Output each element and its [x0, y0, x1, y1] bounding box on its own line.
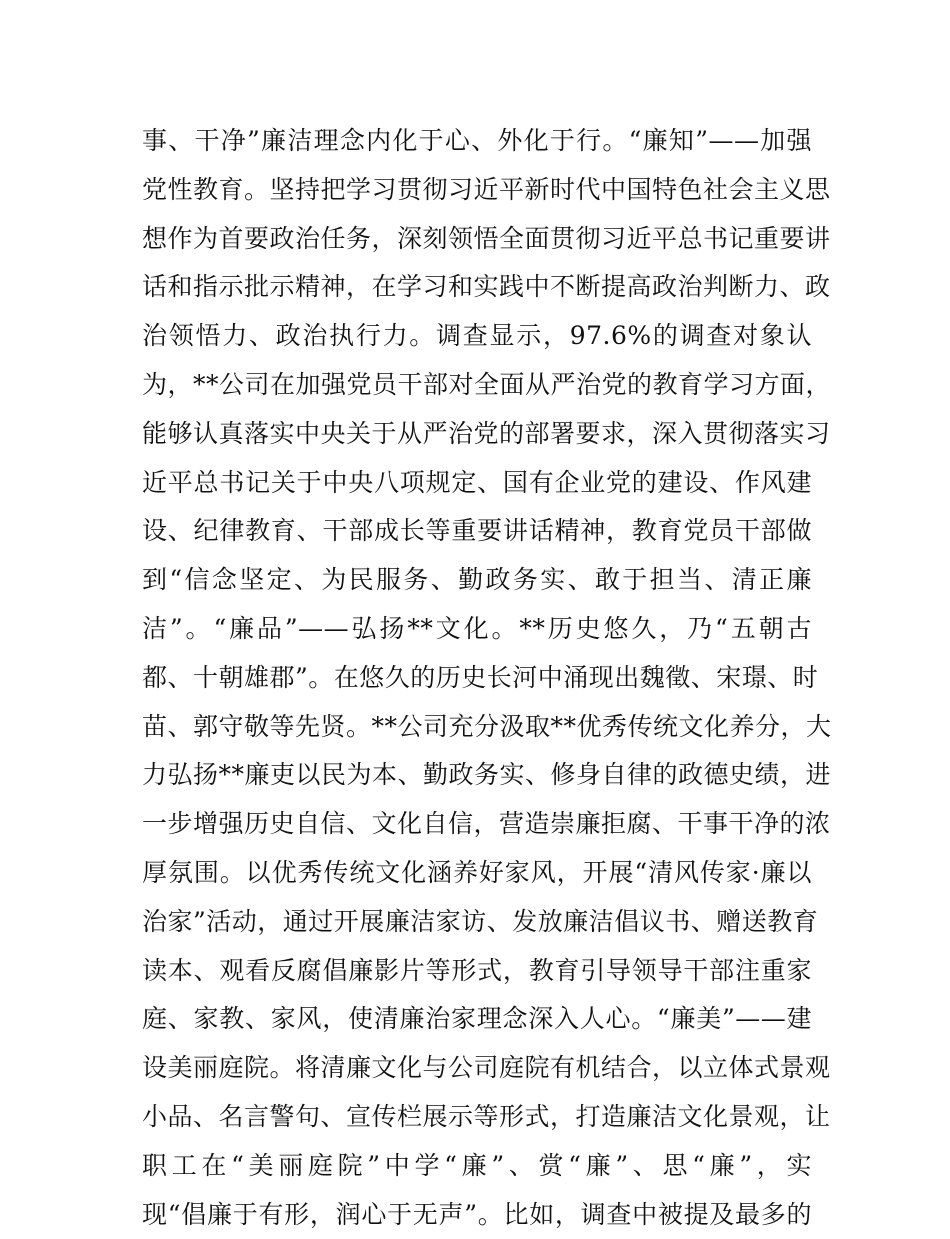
text-line: 治家”活动，通过开展廉洁家访、发放廉洁倡议书、赠送教育	[142, 906, 819, 936]
text-line: 到“信念坚定、为民服务、勤政务实、敢于担当、清正廉	[142, 565, 812, 595]
text-line: 苗、郭守敬等先贤。**公司充分汲取**优秀传统文化养分，大	[142, 711, 832, 741]
text-line: 党性教育。坚持把学习贯彻习近平新时代中国特色社会主义思	[142, 174, 831, 204]
text-line: 读本、观看反腐倡廉影片等形式，教育引导领导干部注重家	[142, 955, 812, 985]
body-text	[142, 117, 832, 1239]
text-line: 小品、名言警句、宣传栏展示等形式，打造廉洁文化景观，让	[142, 1101, 831, 1131]
text-line: 话和指示批示精神，在学习和实践中不断提高政治判断力、政	[142, 272, 831, 302]
text-line: 一步增强历史自信、文化自信，营造崇廉拒腐、干事干净的浓	[142, 809, 831, 839]
text-line: 力弘扬**廉吏以民为本、勤政务实、修身自律的政德史绩，进	[142, 760, 832, 790]
text-line: 都、十朝雄郡”。在悠久的历史长河中涌现出魏徵、宋璟、时	[142, 662, 819, 692]
text-line: 治领悟力、政治执行力。调查显示，97.6%的调查对象认	[142, 321, 812, 351]
text-line: 能够认真落实中央关于从严治党的部署要求，深入贯彻落实习	[142, 418, 831, 448]
text-line: 厚氛围。以优秀传统文化涵养好家风，开展“清风传家·廉以	[142, 857, 812, 887]
text-line: 现“倡廉于有形，润心于无声”。比如，调查中被提及最多的	[142, 1199, 812, 1229]
text-line: 设、纪律教育、干部成长等重要讲话精神，教育党员干部做	[142, 516, 812, 546]
text-line: 设美丽庭院。将清廉文化与公司庭院有机结合，以立体式景观	[142, 1053, 831, 1083]
text-line: 事、干净”廉洁理念内化于心、外化于行。“廉知”——加强	[142, 126, 812, 155]
text-line: 职工在“美丽庭院”中学“廉”、赏“廉”、思“廉”，实	[142, 1150, 812, 1180]
text-line: 近平总书记关于中央八项规定、国有企业党的建设、作风建	[142, 467, 812, 497]
text-line: 想作为首要政治任务，深刻领悟全面贯彻习近平总书记重要讲	[142, 223, 831, 253]
text-line: 为，**公司在加强党员干部对全面从严治党的教育学习方面，	[142, 369, 832, 399]
text-line: 洁”。“廉品”——弘扬**文化。**历史悠久，乃“五朝古	[142, 613, 812, 643]
text-line: 庭、家教、家风，使清廉治家理念深入人心。“廉美”——建	[142, 1004, 812, 1034]
